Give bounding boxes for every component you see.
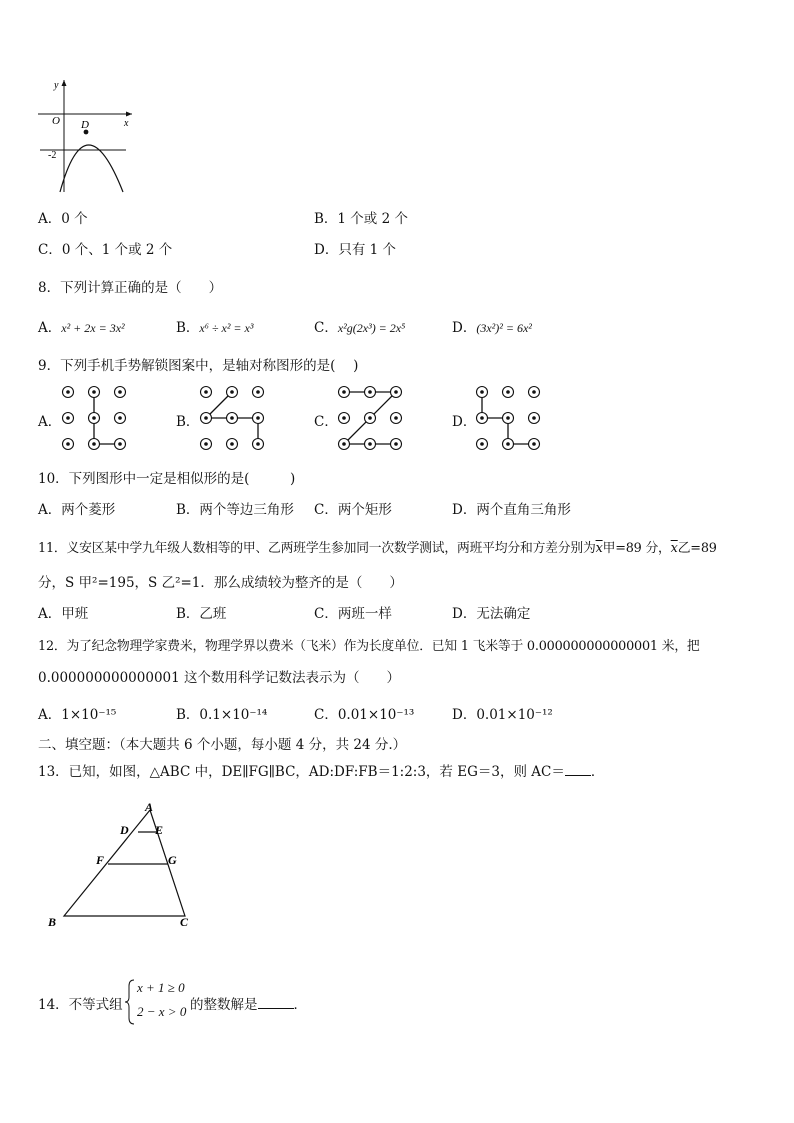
gesture-node-dot (256, 442, 260, 446)
q13-label-c: C (180, 915, 189, 929)
q9-pattern-a (58, 382, 138, 454)
q13-stem: 13．已知，如图，△ABC 中，DE∥FG∥BC，AD:DF:FB＝1:2:3，若 EG＝3，则 AC＝ (38, 764, 565, 780)
q11-option-a: A．甲班 (38, 606, 89, 622)
q13-triangle-figure (40, 796, 200, 936)
q11-line1: 11．义安区某中学九年级人数相等的甲、乙两班学生参加同一次数学测试，两班平均分和方差分别为 (38, 541, 596, 556)
q9-stem: 9．下列手机手势解锁图案中，是轴对称图形的是( ) (38, 358, 359, 374)
gesture-node-dot (230, 442, 234, 446)
graph-y-label: y (54, 80, 59, 91)
gesture-node-dot (230, 416, 234, 420)
graph-tick-label: -2 (48, 150, 57, 161)
gesture-node-dot (532, 442, 536, 446)
q11-option-b: B．乙班 (176, 606, 227, 622)
q8-option-a-label: A． (38, 320, 62, 336)
q8-option-b-expr: x⁶ ÷ x² = x³ (199, 321, 254, 335)
q10-option-c: C．两个矩形 (314, 502, 392, 518)
gesture-node-dot (480, 442, 484, 446)
gesture-node-dot (506, 390, 510, 394)
q13-answer-blank (565, 763, 591, 776)
gesture-node-dot (480, 390, 484, 394)
gesture-node-dot (118, 390, 122, 394)
gesture-node-dot (118, 442, 122, 446)
q12-option-c: C．0.01×10⁻¹³ (314, 707, 415, 723)
gesture-node-dot (256, 390, 260, 394)
q11-line2: 分，S 甲²=195，S 乙²=1．那么成绩较为整齐的是（ ） (38, 575, 403, 591)
q7-option-c: C．0 个、1 个或 2 个 (38, 242, 173, 258)
q14-suffix: 的整数解是 (190, 997, 258, 1013)
q10-option-a: A．两个菱形 (38, 502, 116, 518)
q8-option-d-label: D． (452, 320, 477, 336)
q8-option-b-label: B． (176, 320, 200, 336)
q7-option-d: D．只有 1 个 (314, 242, 396, 258)
q9-pattern-b (196, 382, 276, 454)
gesture-node-dot (204, 442, 208, 446)
gesture-node-dot (532, 416, 536, 420)
q12-line2: 0.000000000000001 这个数用科学记数法表示为（ ） (38, 670, 401, 686)
q13-label-g: G (168, 853, 177, 867)
q10-option-b: B．两个等边三角形 (176, 502, 294, 518)
gesture-node-dot (506, 416, 510, 420)
gesture-node-dot (118, 416, 122, 420)
q11-line1-tail1: 甲=89 分， (602, 541, 671, 556)
gesture-node-dot (66, 442, 70, 446)
q8-option-c-expr: x²g(2x³) = 2x⁵ (337, 321, 406, 335)
q14-inequality-1: x + 1 ≥ 0 (137, 980, 185, 995)
q12-option-d: D．0.01×10⁻¹² (452, 707, 553, 723)
graph-x-label: x (124, 118, 129, 129)
gesture-node-dot (368, 442, 372, 446)
parabola-graph (36, 76, 136, 196)
gesture-node-dot (92, 442, 96, 446)
gesture-node-dot (532, 390, 536, 394)
gesture-node-dot (92, 390, 96, 394)
gesture-node-dot (204, 390, 208, 394)
q12-line1: 12．为了纪念物理学家费米，物理学界以费米（飞米）作为长度单位．已知 1 飞米等于 0.000000000000001 米，把 (38, 639, 700, 654)
q11-xbar-1: $\overline{x}$ (595, 541, 603, 556)
q11-option-c: C．两班一样 (314, 606, 392, 622)
gesture-node-dot (66, 416, 70, 420)
q8-option-c-label: C． (314, 320, 338, 336)
q14-inequality-2: 2 − x > 0 (137, 1004, 187, 1019)
q13-label-d: D (120, 823, 129, 837)
q13-tail: ． (590, 764, 605, 780)
q12-option-b: B．0.1×10⁻¹⁴ (176, 707, 268, 723)
q14-brace (124, 978, 136, 1026)
section-2-heading: 二、填空题：（本大题共 6 个小题，每小题 4 分，共 24 分.） (38, 737, 407, 753)
q9-option-d-label: D． (452, 414, 477, 430)
q10-stem: 10．下列图形中一定是相似形的是( ) (38, 471, 296, 487)
q13-label-f: F (96, 853, 105, 867)
gesture-node-dot (342, 416, 346, 420)
q13-label-a: A (145, 800, 154, 814)
q12-option-a: A．1×10⁻¹⁵ (38, 707, 117, 723)
gesture-node-dot (230, 390, 234, 394)
q13-label-e: E (155, 823, 164, 837)
q10-option-d: D．两个直角三角形 (452, 502, 571, 518)
q11-line1-tail2: 乙=89 (677, 541, 717, 556)
q9-pattern-c (334, 382, 414, 454)
q9-option-a-label: A． (38, 414, 62, 430)
gesture-node-dot (342, 442, 346, 446)
q7-option-a: A．0 个 (38, 211, 88, 227)
gesture-node-dot (480, 416, 484, 420)
q9-option-b-label: B． (176, 414, 200, 430)
gesture-node-dot (204, 416, 208, 420)
q9-option-c-label: C． (314, 414, 338, 430)
gesture-node-dot (342, 390, 346, 394)
q13-label-b: B (48, 915, 57, 929)
gesture-node-dot (92, 416, 96, 420)
graph-point-label: D (81, 119, 89, 131)
q8-option-d-expr: (3x²)² = 6x² (476, 321, 532, 335)
q7-option-b: B．1 个或 2 个 (314, 211, 408, 227)
q14-prefix: 14．不等式组 (38, 997, 123, 1013)
q11-option-d: D．无法确定 (452, 606, 531, 622)
gesture-node-dot (394, 416, 398, 420)
gesture-node-dot (368, 390, 372, 394)
q14-tail: ． (293, 997, 307, 1013)
q14-answer-blank (258, 996, 294, 1009)
q8-stem: 8．下列计算正确的是（ ） (38, 280, 223, 296)
graph-origin-label: O (52, 115, 60, 127)
gesture-node-dot (394, 390, 398, 394)
q11-xbar-2: $\overline{x}$ (670, 541, 678, 556)
gesture-node-dot (66, 390, 70, 394)
gesture-node-dot (368, 416, 372, 420)
gesture-node-dot (506, 442, 510, 446)
gesture-node-dot (256, 416, 260, 420)
q8-option-a-expr: x² + 2x = 3x² (61, 321, 125, 335)
gesture-node-dot (394, 442, 398, 446)
q9-pattern-d (472, 382, 552, 454)
